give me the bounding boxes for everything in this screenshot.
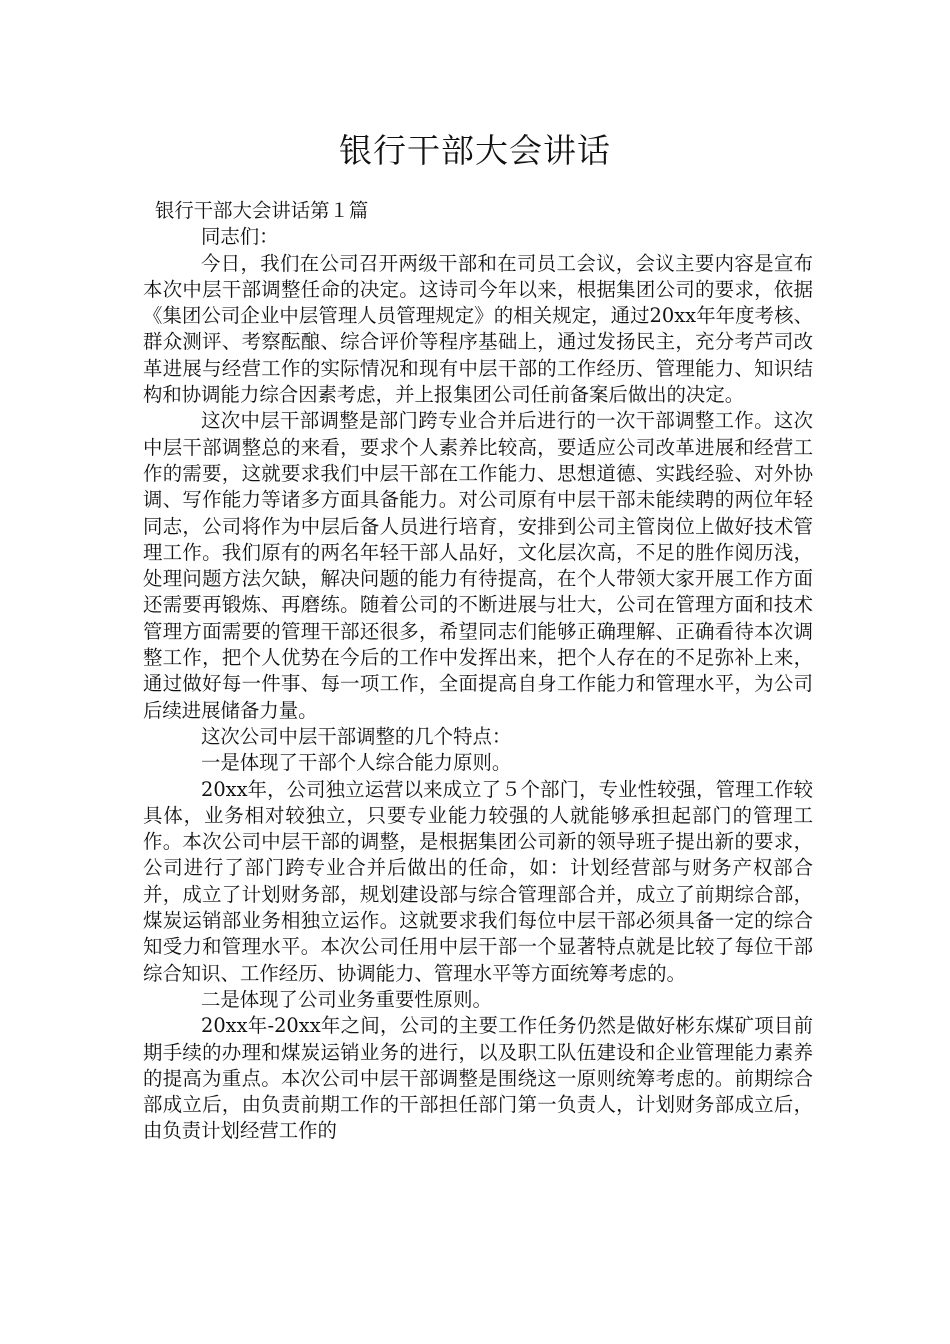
- paragraph: 这次公司中层干部调整的几个特点：: [201, 724, 512, 748]
- paragraph: 二是体现了公司业务重要性原则。: [201, 987, 492, 1011]
- document-body: [143, 198, 813, 1145]
- paragraph: 今日，我们在公司召开两级干部和在司员工会议，会议主要内容是宣布本次中层干部调整任命的决定。这诗司今年以来，根据集团公司的要求，依据《集团公司企业中层管理人员管理规定》的相关规定，通过20xx年年度考核、群众测评、考察酝酿、综合评价等程序基础上，通过发扬民主，充分考芦司改革进展与经营工作的实际情况和现有中层干部的工作经历、管理能力、知识结构和协调能力综合因素考虑，并上报集团公司任前备案后做出的决定。: [143, 251, 813, 407]
- paragraph: 20xx年-20xx年之间，公司的主要工作任务仍然是做好彬东煤矿项目前期手续的办理和煤炭运销业务的进行，以及职工队伍建设和企业管理能力素养的提高为重点。本次公司中层干部调整是围绕这一原则统筹考虑的。前期综合部成立后，由负责前期工作的干部担任部门第一负责人，计划财务部成立后，由负责计划经营工作的: [143, 1014, 813, 1143]
- document-title: 银行干部大会讲话: [339, 131, 611, 170]
- salutation: 同志们：: [201, 225, 279, 249]
- paragraph: 一是体现了干部个人综合能力原则。: [201, 751, 512, 775]
- paragraph: 这次中层干部调整是部门跨专业合并后进行的一次干部调整工作。这次中层干部调整总的来看，要求个人素养比较高，要适应公司改革进展和经营工作的需要，这就要求我们中层干部在工作能力、思想道德、实践经验、对外协调、写作能力等诸多方面具备能力。对公司原有中层干部未能续聘的两位年轻同志，公司将作为中层后备人员进行培育，安排到公司主管岗位上做好技术管理工作。我们原有的两名年轻干部人品好，文化层次高，不足的胜作阅历浅，处理问题方法欠缺，解决问题的能力有待提高，在个人带领大家开展工作方面还需要再锻炼、再磨练。随着公司的不断进展与壮大，公司在管理方面和技术管理方面需要的管理干部还很多，希望同志们能够正确理解、正确看待本次调整工作，把个人优势在今后的工作中发挥出来，把个人存在的不足弥补上来，通过做好每一件事、每一项工作，全面提高自身工作能力和管理水平，为公司后续进展储备力量。: [143, 409, 813, 722]
- section-heading: 银行干部大会讲话第１篇: [155, 199, 369, 222]
- paragraph: 20xx年，公司独立运营以来成立了５个部门，专业性较强，管理工作较具体，业务相对较独立，只要专业能力较强的人就能够承担起部门的管理工作。本次公司中层干部的调整，是根据集团公司新的领导班子提出新的要求，公司进行了部门跨专业合并后做出的任命，如：计划经营部与财务产权部合并，成立了计划财务部，规划建设部与综合管理部合并，成立了前期综合部，煤炭运销部业务相独立运作。这就要求我们每位中层干部必须具备一定的综合知受力和管理水平。本次公司任用中层干部一个显著特点就是比较了每位干部综合知识、工作经历、协调能力、管理水平等方面统筹考虑的。: [143, 777, 813, 985]
